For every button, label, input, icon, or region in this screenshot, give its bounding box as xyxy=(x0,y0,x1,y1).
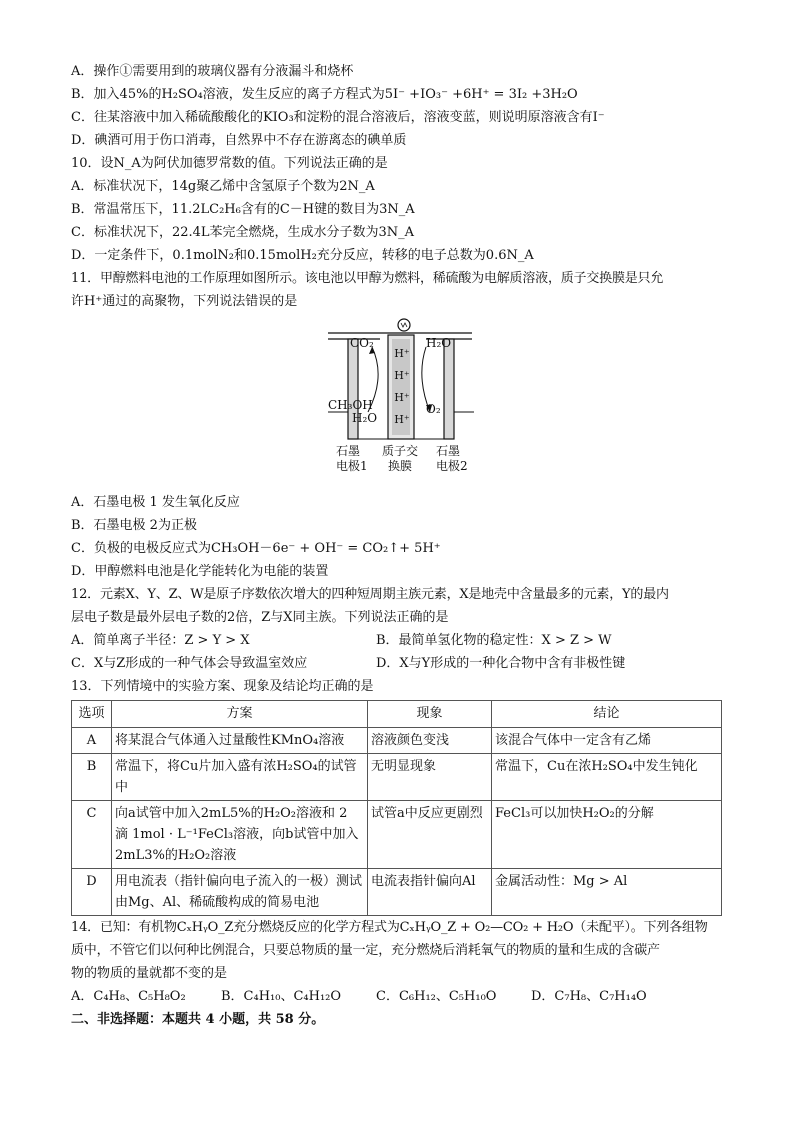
row-phenomenon: 溶液颜色变浅 xyxy=(368,728,492,754)
q12-options-row2 xyxy=(71,652,726,675)
proton-label: H⁺ xyxy=(394,413,410,426)
electrode1-label-line1: 石墨 xyxy=(336,444,361,458)
row-phenomenon: 试管a中反应更剧烈 xyxy=(368,801,492,869)
proton-label: H⁺ xyxy=(394,391,410,404)
q9-option-c: C．往某溶液中加入稀硫酸酸化的KIO₃和淀粉的混合溶液后，溶液变蓝，则说明原溶液含有I⁻ xyxy=(71,110,605,125)
q9-option-d: D．碘酒可用于伤口消毒，自然界中不存在游离态的碘单质 xyxy=(71,133,407,148)
o2-label: O₂ xyxy=(426,402,441,416)
q14-stem-line1: 14．已知：有机物CₓHᵧO_Z充分燃烧反应的化学方程式为CₓHᵧO_Z + O₂—CO₂ + H₂O（未配平）。下列各组物 xyxy=(71,920,708,935)
q12-option-a: A．简单离子半径：Z > Y > X xyxy=(71,633,250,648)
section-heading: 二、非选择题：本题共 4 小题，共 58 分。 xyxy=(71,1012,325,1027)
q12-option-d: D．X与Y形成的一种化合物中含有非极性键 xyxy=(376,656,626,671)
row-conclusion: 该混合气体中一定含有乙烯 xyxy=(492,728,722,754)
q12-options-row1 xyxy=(71,629,726,652)
header-phenomenon: 现象 xyxy=(368,701,492,728)
row-option: D xyxy=(72,869,112,916)
q9-option-b: B．加入45%的H₂SO₄溶液，发生反应的离子方程式为5I⁻ +IO₃⁻ +6H⁺ = 3I₂ +3H₂O xyxy=(71,87,578,102)
electrode2-label-line1: 石墨 xyxy=(436,444,461,458)
q11-stem-line1: 11．甲醇燃料电池的工作原理如图所示。该电池以甲醇为燃料，稀硫酸为电解质溶液，质子交换膜是只允 xyxy=(71,271,664,286)
row-option: C xyxy=(72,801,112,869)
row-plan: 用电流表（指针偏向电子流入的一极）测试由Mg、Al、稀硫酸构成的简易电池 xyxy=(112,869,368,916)
q14-stem-line3: 物的物质的量就都不变的是 xyxy=(71,966,228,981)
table-header-row xyxy=(72,701,722,728)
row-conclusion: FeCl₃可以加快H₂O₂的分解 xyxy=(492,801,722,869)
q10-option-b: B．常温常压下，11.2LC₂H₆含有的C－H键的数目为3N_A xyxy=(71,202,415,217)
q14-stem-line2: 质中，不管它们以何种比例混合，只要总物质的量一定，充分燃烧后消耗氧气的物质的量和生成的含碳产 xyxy=(71,943,660,958)
table-row xyxy=(72,801,722,869)
q11-option-b: B．石墨电极 2为正极 xyxy=(71,518,197,533)
header-plan: 方案 xyxy=(112,701,368,728)
row-plan: 将某混合气体通入过量酸性KMnO₄溶液 xyxy=(112,728,368,754)
electrode2-label-line2: 电极2 xyxy=(436,459,468,473)
q11-option-a: A．石墨电极 1 发生氧化反应 xyxy=(71,495,240,510)
row-phenomenon: 无明显现象 xyxy=(368,754,492,801)
row-option: A xyxy=(72,728,112,754)
q14-option-d: D．C₇H₈、C₇H₁₄O xyxy=(531,989,647,1004)
q10-option-d: D．一定条件下，0.1molN₂和0.15molH₂充分反应，转移的电子总数为0.6N_A xyxy=(71,248,534,263)
row-plan: 向a试管中加入2mL5%的H₂O₂溶液和 2 滴 1mol · L⁻¹FeCl₃溶液，向b试管中加入2mL3%的H₂O₂溶液 xyxy=(112,801,368,869)
q13-table xyxy=(71,700,722,916)
q12-stem-line1: 12．元素X、Y、Z、W是原子序数依次增大的四种短周期主族元素，X是地壳中含量最多的元素，Y的最内 xyxy=(71,587,669,602)
row-plan: 常温下，将Cu片加入盛有浓H₂SO₄的试管中 xyxy=(112,754,368,801)
row-conclusion: 常温下，Cu在浓H₂SO₄中发生钝化 xyxy=(492,754,722,801)
co2-label: CO₂ xyxy=(350,336,374,350)
q9-option-a: A．操作①需要用到的玻璃仪器有分液漏斗和烧杯 xyxy=(71,64,354,79)
q14-options-row xyxy=(71,985,726,1008)
q14-option-b: B．C₄H₁₀、C₄H₁₂O xyxy=(221,989,342,1004)
q11-option-d: D．甲醇燃料电池是化学能转化为电能的装置 xyxy=(71,564,329,579)
table-row xyxy=(72,728,722,754)
table-row xyxy=(72,754,722,801)
header-conclusion: 结论 xyxy=(492,701,722,728)
row-conclusion: 金属活动性：Mg > Al xyxy=(492,869,722,916)
q14-option-a: A．C₄H₈、C₅H₈O₂ xyxy=(71,989,186,1004)
q12-option-b: B．最简单氢化物的稳定性：X > Z > W xyxy=(376,633,612,648)
fuel-cell-diagram xyxy=(326,317,476,487)
ch3oh-label: CH₃OH xyxy=(328,398,373,412)
q11-stem-line2: 许H⁺通过的高聚物，下列说法错误的是 xyxy=(71,294,298,309)
q12-option-c: C．X与Z形成的一种气体会导致温室效应 xyxy=(71,656,308,671)
q10-option-c: C．标准状况下，22.4L苯完全燃烧，生成水分子数为3N_A xyxy=(71,225,415,240)
electrode1-label-line2: 电极1 xyxy=(336,459,368,473)
q10-option-a: A．标准状况下，14g聚乙烯中含氢原子个数为2N_A xyxy=(71,179,375,194)
q10-stem: 10．设N_A为阿伏加德罗常数的值。下列说法正确的是 xyxy=(71,156,388,171)
q11-option-c: C．负极的电极反应式为CH₃OH－6e⁻ + OH⁻ = CO₂↑+ 5H⁺ xyxy=(71,541,441,556)
membrane-label-line1: 质子交 xyxy=(382,444,419,458)
q13-stem: 13．下列情境中的实验方案、现象及结论均正确的是 xyxy=(71,679,374,694)
proton-label: H⁺ xyxy=(394,369,410,382)
proton-label: H⁺ xyxy=(394,347,410,360)
exam-page xyxy=(71,60,726,1031)
q12-stem-line2: 层电子数是最外层电子数的2倍，Z与X同主族。下列说法正确的是 xyxy=(71,610,449,625)
h2o-reactant-label: H₂O xyxy=(352,411,378,425)
q14-option-c: C．C₆H₁₂、C₅H₁₀O xyxy=(376,989,497,1004)
header-option: 选项 xyxy=(72,701,112,728)
membrane-label-line2: 换膜 xyxy=(388,459,413,473)
row-phenomenon: 电流表指针偏向Al xyxy=(368,869,492,916)
h2o-product-label: H₂O xyxy=(426,336,452,350)
table-row xyxy=(72,869,722,916)
row-option: B xyxy=(72,754,112,801)
